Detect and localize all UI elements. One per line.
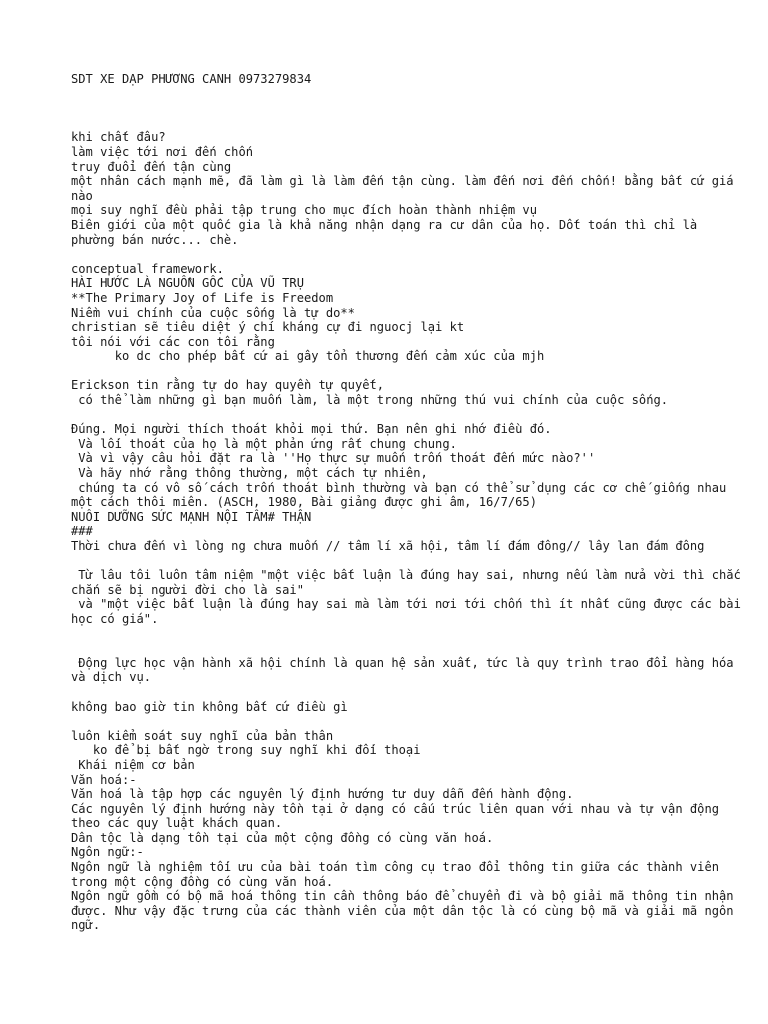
- text-line: **The Primary Joy of Life is Freedom: [71, 290, 334, 305]
- text-line: truy đuổi đến tận cùng: [71, 159, 232, 174]
- text-line: không bao giờ tin không bất cứ điều gì: [71, 699, 348, 714]
- text-line: [71, 685, 741, 700]
- text-line: Erickson tin rằng tự do hay quyền tự quyết,: [71, 378, 385, 393]
- text-line: Niềm vui chính của cuộc sống là tự do**: [71, 305, 355, 320]
- text-line: [71, 714, 741, 729]
- text-line: Các nguyên lý định hướng này tồn tại ở dạng có cấu trúc liên quan với nhau và tự vận động theo các quy luật khách quan.: [71, 801, 727, 831]
- text-line: Đúng. Mọi người thích thoát khỏi mọi thứ. Bạn nên ghi nhớ điều đó.: [71, 422, 552, 437]
- text-line: conceptual framework.: [71, 261, 224, 276]
- text-line: tôi nói với các con tôi rằng: [71, 334, 275, 349]
- text-line: Biên giới của một quốc gia là khả năng nhận dạng ra cư dân của họ. Dốt toán thì chỉ là phường bán nước... chè.: [71, 217, 705, 247]
- text-line: Văn hoá:-: [71, 772, 137, 787]
- text-line: Và hãy nhớ rằng thông thường, một cách tự nhiên,: [71, 466, 428, 481]
- document-body: [71, 72, 749, 933]
- text-line: Ngôn ngữ:-: [71, 845, 144, 860]
- text-line: Thời chưa đến vì lòng ng chưa muốn // tâm lí xã hội, tâm lí đám đông// lây lan đám đông: [71, 539, 705, 553]
- text-line: khi chất đâu?: [71, 130, 166, 145]
- text-line: [71, 364, 741, 379]
- text-line: [71, 116, 741, 131]
- text-line: ###: [71, 524, 93, 539]
- text-line: Từ lâu tôi luôn tâm niệm "một việc bất luận là đúng hay sai, nhưng nếu làm nửa vời thì chắc chắn sẽ bị người đời cho là sai": [71, 568, 749, 597]
- text-line: Động lực học vận hành xã hội chính là quan hệ sản xuất, tức là quy trình trao đổi hàng hóa và dịch vụ.: [71, 655, 741, 685]
- text-line: Và vì vậy câu hỏi đặt ra là ''Họ thực sự muốn trốn thoát đến mức nào?'': [71, 451, 596, 466]
- text-line: Ngôn ngữ gồm có bộ mã hoá thông tin cần thông báo để chuyển đi và bộ giải mã thông tin nhận được. Như vậy đặc trưng của các thành viên của một dân tộc là có cùng bộ mã và giải mã ngôn ngữ.: [71, 889, 741, 933]
- text-line: một nhân cách mạnh mẽ, đã làm gì là làm đến tận cùng. làm đến nơi đến chốn! bằng bất cứ giá nào: [71, 174, 741, 203]
- text-line: Ngôn ngữ là nghiệm tối ưu của bài toán tìm công cụ trao đổi thông tin giữa các thành viên trong một cộng đồng có cùng văn hoá.: [71, 860, 727, 889]
- text-line: christian sẽ tiêu diệt ý chí kháng cự đi nguocj lại kt: [71, 320, 465, 335]
- text-line: Văn hoá là tập hợp các nguyên lý định hướng tư duy dẫn đến hành động.: [71, 787, 574, 802]
- text-line: [71, 247, 741, 262]
- text-line: SDT XE DẠP PHƯƠNG CANH 0973279834: [71, 72, 312, 86]
- text-line: ko để bị bất ngờ trong suy nghĩ khi đối thoại: [71, 743, 421, 758]
- text-line: [71, 627, 741, 642]
- text-line: chúng ta có vô số cách trốn thoát bình thường và bạn có thể sử dụng các cơ chế giống nhau một cách thôi miên. (ASCH, 1980, Bài giảng được ghi âm, 16/7/65): [71, 480, 734, 510]
- text-line: [71, 408, 741, 423]
- text-line: luôn kiểm soát suy nghĩ của bản thân: [71, 728, 334, 743]
- text-line: có thể làm những gì bạn muốn làm, là một trong những thú vui chính của cuộc sống.: [71, 393, 669, 408]
- text-line: làm việc tới nơi đến chốn: [71, 144, 254, 159]
- text-line: [71, 641, 741, 656]
- text-line: Và lối thoát của họ là một phản ứng rất chung chung.: [71, 436, 457, 451]
- text-line: NUÔI DƯỠNG SỨC MẠNH NỘI TÂM# THẬN: [71, 509, 312, 524]
- text-line: Khái niệm cơ bản: [71, 757, 195, 772]
- text-line: [71, 554, 741, 569]
- text-line: và "một việc bất luận là đúng hay sai mà làm tới nơi tới chốn thì ít nhất cũng được các bài học có giá".: [71, 597, 749, 626]
- text-line: [71, 87, 741, 102]
- text-line: Dân tộc là dạng tồn tại của một cộng đồng có cùng văn hoá.: [71, 830, 494, 845]
- text-line: ko dc cho phép bất cứ ai gây tổn thương đến cảm xúc của mjh: [71, 349, 545, 364]
- text-line: mọi suy nghĩ đều phải tập trung cho mục đích hoàn thành nhiệm vụ: [71, 203, 537, 218]
- text-line: HÀI HƯỚC LÀ NGUỒN GỐC CỦA VŨ TRỤ: [71, 276, 304, 291]
- text-line: [71, 101, 741, 116]
